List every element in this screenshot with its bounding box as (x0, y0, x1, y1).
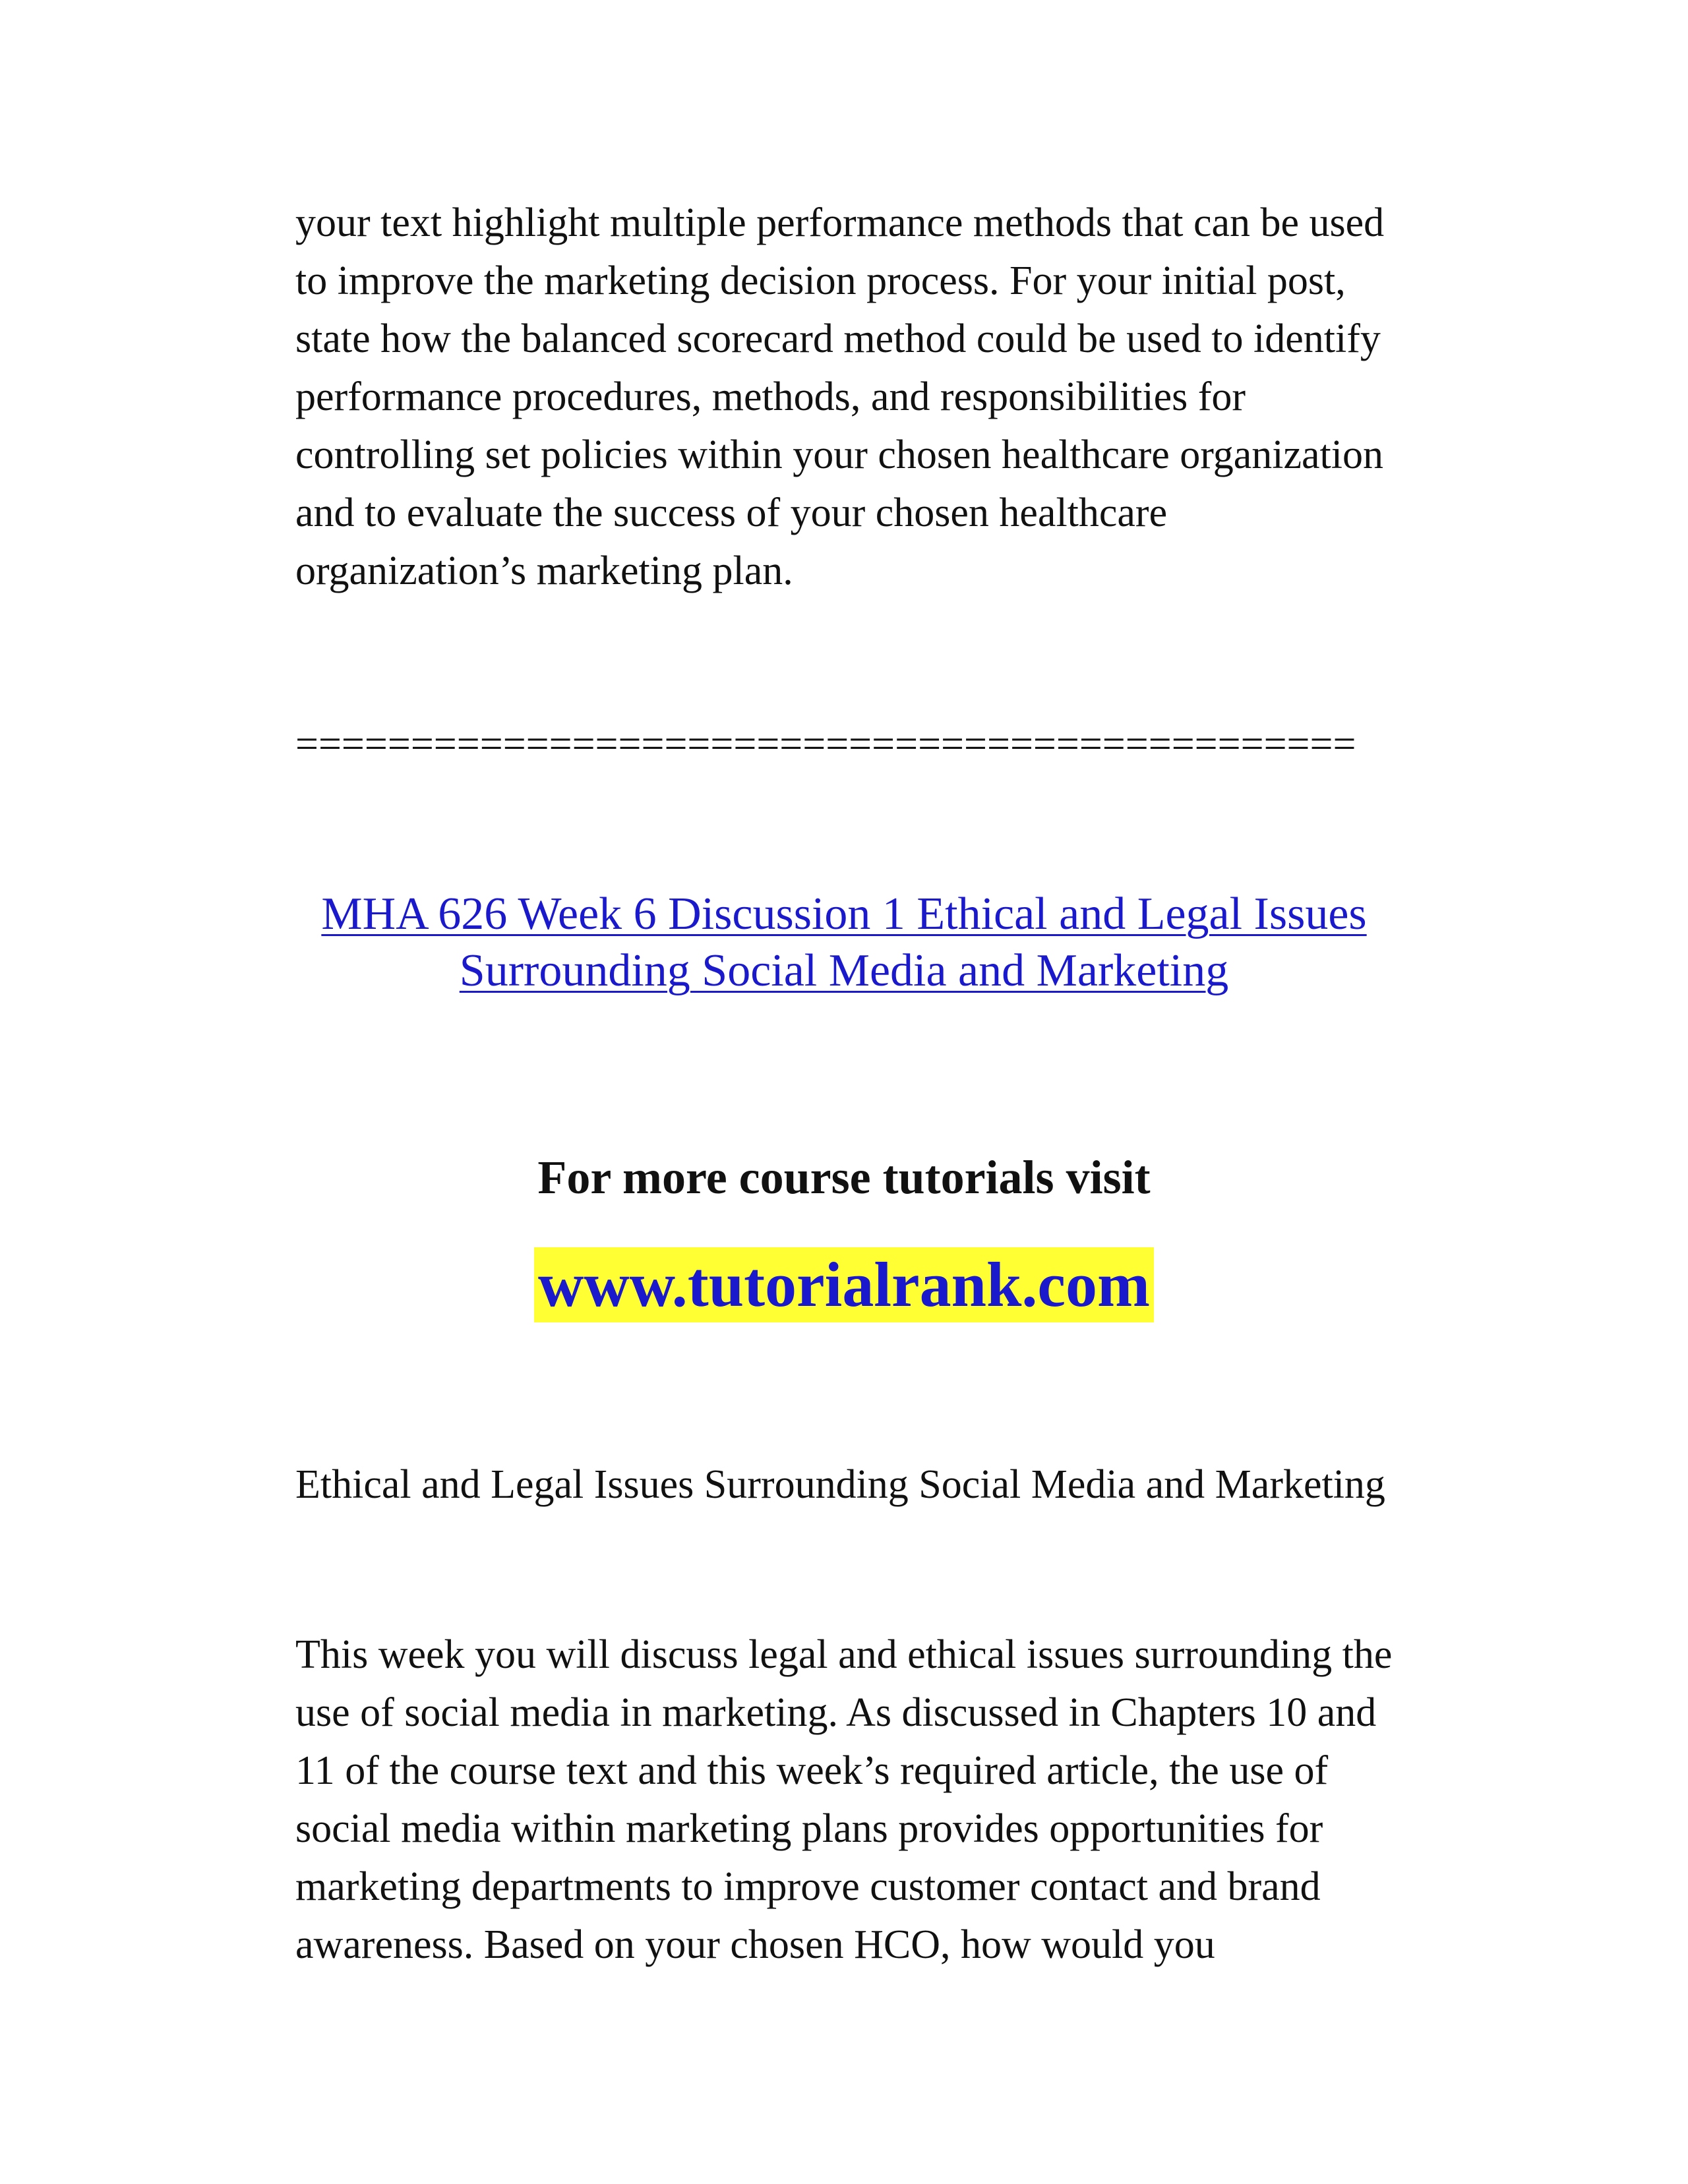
intro-line: to improve the marketing decision process. For your initial post, (295, 258, 1346, 303)
promo-visit-text: For more course tutorials visit (537, 1151, 1151, 1204)
section-divider: ============================================== (295, 722, 1356, 767)
section-subtitle: Ethical and Legal Issues Surrounding Social Media and Marketing (295, 1462, 1385, 1507)
intro-line: state how the balanced scorecard method could be used to identify (295, 316, 1381, 361)
body-line: This week you will discuss legal and ethical issues surrounding the (295, 1632, 1393, 1677)
body-line: awareness. Based on your chosen HCO, how would you (295, 1922, 1215, 1967)
body-line: use of social media in marketing. As discussed in Chapters 10 and (295, 1690, 1377, 1735)
course-link-line1[interactable]: MHA 626 Week 6 Discussion 1 Ethical and Legal Issues (321, 889, 1367, 939)
intro-line: controlling set policies within your chosen healthcare organization (295, 432, 1383, 477)
body-line: marketing departments to improve customer contact and brand (295, 1864, 1321, 1909)
promo-url-link[interactable]: www.tutorialrank.com (534, 1247, 1154, 1322)
promo-url-container (0, 1247, 1688, 1322)
intro-line: organization’s marketing plan. (295, 548, 793, 593)
intro-line: performance procedures, methods, and responsibilities for (295, 374, 1246, 419)
intro-line: your text highlight multiple performance methods that can be used (295, 200, 1385, 245)
course-link-line2[interactable]: Surrounding Social Media and Marketing (459, 945, 1229, 996)
body-line: social media within marketing plans provides opportunities for (295, 1806, 1323, 1851)
body-line: 11 of the course text and this week’s required article, the use of (295, 1748, 1329, 1793)
intro-line: and to evaluate the success of your chosen healthcare (295, 490, 1168, 535)
